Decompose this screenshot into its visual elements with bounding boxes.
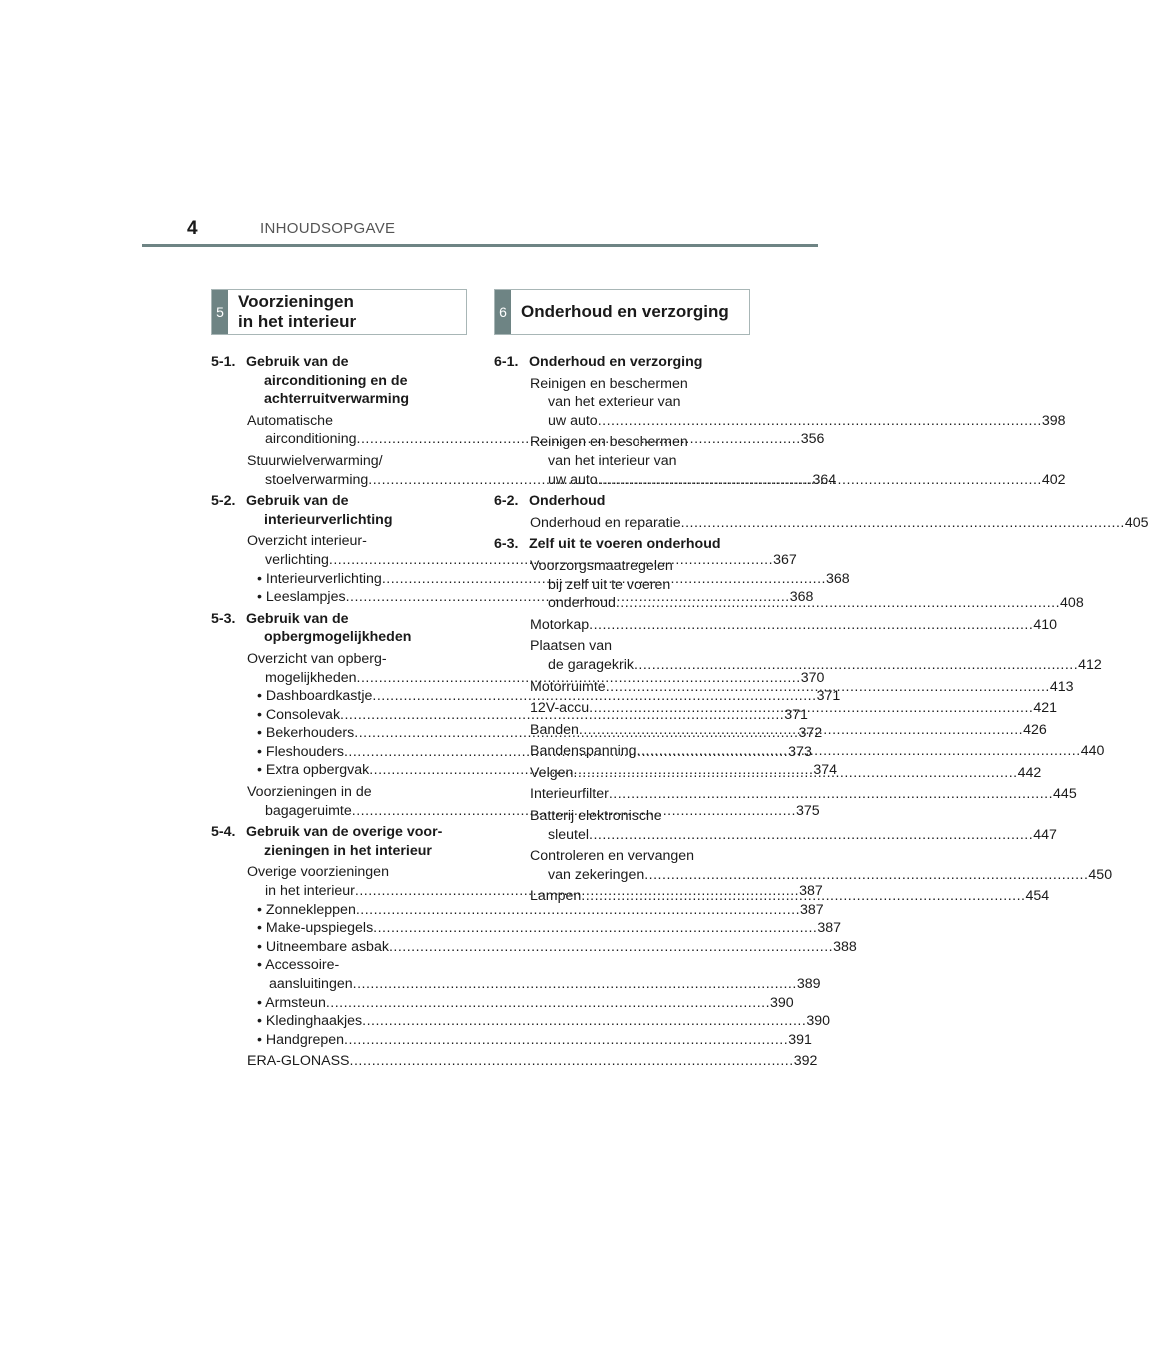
toc-entry[interactable] [530,637,1102,674]
toc-leader-line [530,785,1077,804]
toc-page-number: 364 [812,471,837,488]
toc-leader-line [257,901,824,920]
toc-entry-line: Stuurwielverwarming/ [247,452,383,469]
toc-page-number: 408 [1060,595,1084,612]
toc-page-number: 387 [800,901,824,918]
toc-entry-text: 12V-accu [530,700,590,717]
toc-page-number: 368 [789,589,814,606]
toc-entry-text: airconditioning [265,431,357,448]
toc-leader-line [257,994,794,1013]
toc-entry-text: aansluitingen [269,976,353,992]
chapter-number: 6-3. [494,536,519,553]
dot-leader [362,1013,806,1029]
dot-leader [616,595,1060,611]
toc-page-number: 440 [1080,743,1105,760]
chapter-number: 6-1. [494,354,519,370]
toc-page-number: 390 [806,1013,830,1030]
toc-leader-line [257,919,842,938]
toc-chapter-heading[interactable] [211,353,461,409]
toc-entry-text: • Armsteun [257,994,326,1011]
dot-leader [589,827,1033,843]
toc-entry[interactable] [530,847,1113,884]
toc-entry-text: bagageruimte [265,802,352,819]
toc-page-number: 375 [795,802,820,819]
toc-subentry[interactable] [257,994,794,1013]
toc-leader-line [257,1031,812,1050]
toc-entry-text: Onderhoud en reparatie [530,514,681,531]
section-number: 5 [212,290,228,334]
toc-page-number: 387 [817,920,842,937]
toc-page-number: 367 [773,551,797,568]
dot-leader [634,657,1078,673]
toc-entry-text: • Leeslampjes [257,589,346,606]
toc-leader-line [530,514,1149,533]
toc-leader-line [530,866,1113,885]
toc-entry-text: van zekeringen [548,866,645,883]
toc-page-number: 356 [800,431,825,448]
toc-entry-line: Automatische [247,412,333,429]
toc-entry-line: Batterij elektronische [530,808,662,825]
chapter-title: Onderhoud [529,493,606,510]
toc-chapter-heading[interactable] [211,492,461,529]
toc-page-number: 454 [1025,888,1050,905]
section-number: 6 [495,290,511,334]
toc-entry-text: • Kledinghaakjes [257,1013,363,1030]
toc-subentry[interactable] [257,901,824,920]
toc-leader-line [530,616,1057,635]
toc-entry[interactable] [530,616,1057,635]
toc-subentry[interactable] [257,1012,830,1031]
toc-entry-text: stoelverwarming [265,471,369,488]
toc-page-number: 410 [1033,616,1057,633]
dot-leader [589,617,1033,633]
toc-entry-text: • Interieurverlichting [257,570,382,587]
toc-entry-text: • Dashboardkastje [257,688,373,705]
toc-entry-line: Controleren en vervangen [530,848,695,865]
dot-leader [350,1053,794,1069]
dot-leader [581,888,1025,904]
toc-subentry[interactable] [257,919,842,938]
page-header-title: INHOUDSOPGAVE [260,220,396,237]
toc-entry-text: verlichting [265,551,329,568]
section-title: Voorzieningen in het interieur [238,292,357,331]
page-number: 4 [187,218,198,239]
toc-leader-line [257,975,821,994]
toc-chapter-heading[interactable] [211,823,461,860]
toc-entry-text: Velgen [530,764,574,781]
dot-leader [598,472,1042,488]
toc-entry-text: • Bekerhouders [257,725,355,742]
toc-entry-line: Reinigen en beschermen [530,375,688,392]
toc-chapter-heading[interactable] [494,492,744,511]
toc-entry-text: • Make-upspiegels [257,920,374,937]
dot-leader [606,679,1050,695]
dot-leader [353,976,797,992]
toc-entry[interactable] [247,1052,818,1071]
chapter-number: 5-3. [211,610,236,627]
toc-entry-line: van het interieur van [548,452,677,469]
toc-subentry[interactable] [257,687,841,706]
toc-entry[interactable] [530,375,1066,431]
chapter-number: 5-1. [211,354,236,370]
toc-entry-text: in het interieur [265,883,355,900]
toc-page-number: 371 [816,688,841,705]
toc-page-number: 413 [1049,678,1074,695]
chapter-title: Onderhoud en verzorging [529,354,703,370]
chapter-title: Gebruik van de interieurverlichting [246,493,393,528]
toc-page-number: 391 [788,1031,812,1048]
toc-entry-line: van het exterieur van [548,394,681,411]
dot-leader [637,743,1081,759]
toc-page-number: 392 [793,1053,818,1070]
toc-page-number: 373 [788,743,812,760]
toc-entry-text: Lampen [530,888,582,905]
toc-entry-line: Reinigen en beschermen [530,434,688,451]
toc-page-number: 405 [1124,514,1149,531]
toc-subentry[interactable] [257,956,821,993]
toc-entry-line: Overzicht van opberg- [247,650,387,667]
toc-entry-text: • Handgrepen [257,1031,345,1048]
dot-leader [589,700,1033,716]
toc-entry-line: • Accessoire- [257,957,340,974]
toc-entry[interactable] [530,514,1149,533]
chapter-title: Gebruik van de opbergmogelijkheden [246,610,412,646]
toc-entry-text: • Consolevak [257,706,341,723]
toc-entry-line: Overzicht interieur- [247,533,367,550]
toc-chapter-heading[interactable] [494,535,744,554]
chapter-title: Gebruik van de overige voor- zieningen in het interieur [246,824,443,859]
toc-page-number: 412 [1078,656,1102,673]
toc-entry-line: Voorzorgsmaatregelen [530,557,673,574]
toc-page-number: 374 [813,762,838,779]
dot-leader [326,995,770,1011]
toc-leader-line [257,938,857,957]
toc-entry-text: Motorruimte [530,678,606,695]
dot-leader [598,413,1042,429]
toc-leader-line [530,412,1066,431]
toc-chapter-heading[interactable] [211,610,461,647]
toc-entry-text: uw auto [548,471,598,488]
toc-entry[interactable] [530,785,1077,804]
toc-entry-line: Voorzieningen in de [247,784,372,801]
dot-leader [579,722,1023,738]
toc-leader-line [530,826,1057,845]
toc-page-number: 368 [826,570,850,587]
toc-entry-text: de garagekrik [548,656,634,673]
toc-page-number: 390 [770,994,794,1011]
dot-leader [389,939,833,955]
toc-entry-text: • Fleshouders [257,743,344,760]
chapter-title: Zelf uit te voeren onderhoud [529,536,721,553]
toc-page-number: 398 [1041,412,1066,429]
toc-entry-text: uw auto [548,412,598,429]
toc-page-number: 388 [833,938,857,955]
toc-page-number: 370 [800,669,825,686]
chapter-number: 5-4. [211,824,236,841]
toc-page-number: 442 [1017,764,1042,781]
section-title: Onderhoud en verzorging [521,302,729,321]
toc-entry-line: Plaatsen van [530,638,613,655]
toc-chapter-heading[interactable] [494,353,744,372]
toc-subentry[interactable] [257,938,857,957]
section-5-heading[interactable] [211,289,467,335]
toc-page-number: 447 [1033,826,1057,843]
toc-entry-line: bij zelf uit te voeren [548,576,671,593]
dot-leader [644,867,1088,883]
chapter-number: 5-2. [211,493,236,510]
toc-subentry[interactable] [257,1031,812,1050]
toc-entry-line: Overige voorzieningen [247,864,389,881]
toc-leader-line [530,656,1102,675]
toc-entry-text: Interieurfilter [530,786,609,803]
dot-leader [609,786,1053,802]
toc-page-number: 402 [1041,471,1066,488]
dot-leader [573,765,1017,781]
toc-entry-text: mogelijkheden [265,669,357,686]
dot-leader [681,515,1125,531]
toc-leader-line [257,1012,830,1031]
chapter-number: 6-2. [494,493,519,510]
section-6-heading[interactable] [494,289,750,335]
toc-entry-text: • Uitneembare asbak [257,938,389,955]
toc-chapter-group [494,492,1149,532]
dot-leader [373,920,817,936]
toc-entry-text: ERA-GLONASS [247,1053,350,1070]
toc-page-number: 372 [798,725,823,742]
toc-entry-text: onderhoud [548,595,616,612]
toc-entry-text: Banden [530,721,579,738]
toc-page-number: 445 [1053,786,1077,803]
toc-entry-text: • Extra opbergvak [257,762,370,779]
toc-page-number: 426 [1023,721,1047,738]
dot-leader [344,1032,788,1048]
toc-entry-text: • Zonnekleppen [257,901,356,918]
toc-leader-line [257,687,841,706]
chapter-title: Gebruik van de airconditioning en de achterruitverwarming [246,354,410,408]
toc-leader-line [247,1052,818,1071]
toc-page-number: 371 [784,706,808,723]
toc-entry-text: sleutel [548,826,590,843]
toc-page-number: 450 [1088,866,1113,883]
toc-entry-text: Motorkap [530,616,590,633]
toc-page-number: 421 [1033,700,1058,717]
toc-page-number: 389 [796,976,821,992]
toc-page-number: 387 [799,883,823,900]
header-divider [142,244,818,247]
toc-entry-text: Bandenspanning [530,743,637,760]
